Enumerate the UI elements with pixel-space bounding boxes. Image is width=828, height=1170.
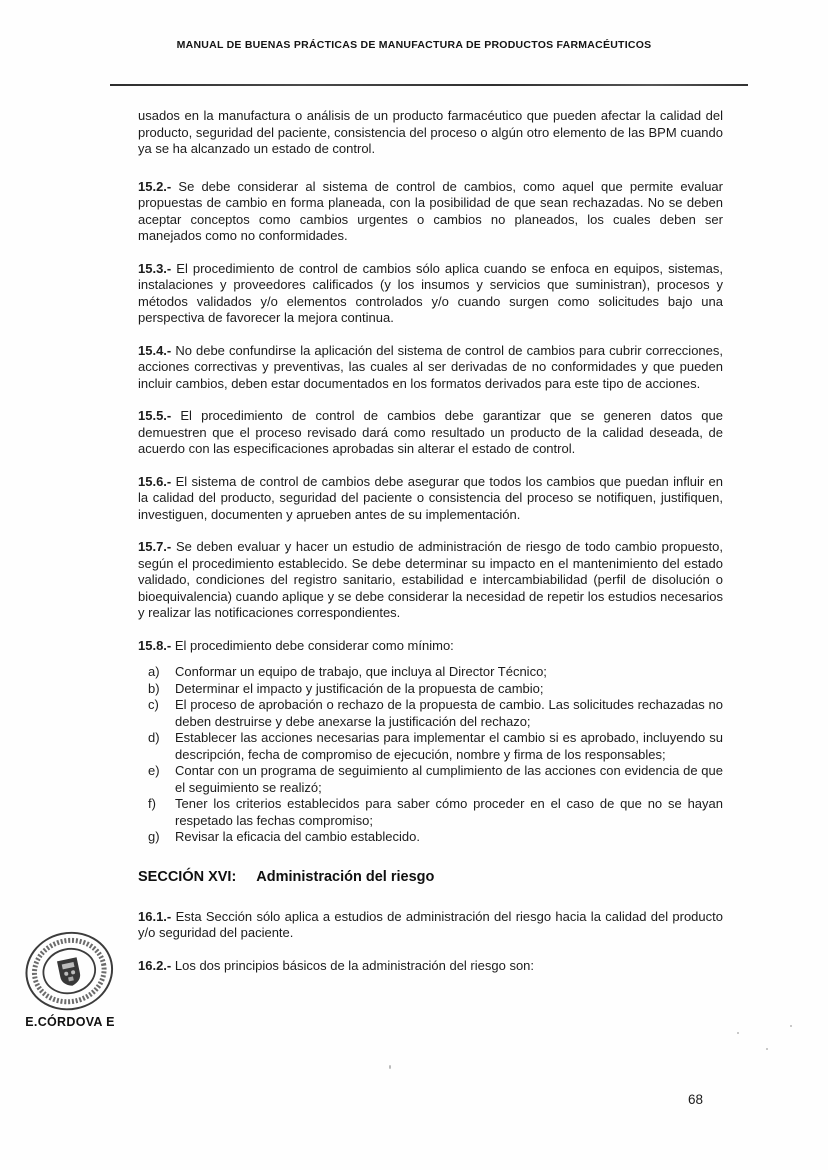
section-title: Administración del riesgo (256, 868, 435, 885)
paragraph-16-2 (138, 958, 723, 975)
paragraph-15-3 (138, 261, 723, 327)
paragraph-16-1 (138, 909, 723, 942)
list-letter: c) (148, 697, 159, 712)
list-item-text: Establecer las acciones necesarias para implementar el cambio si es aprobado, incluyendo su descripción, fecha de compromiso de ejecución, nombre y firma de los responsables; (175, 730, 723, 762)
list-item-text: Conformar un equipo de trabajo, que incluya al Director Técnico; (175, 664, 547, 679)
clause-number: 15.5.- (138, 408, 172, 423)
list-item-a (138, 664, 723, 681)
body-text (138, 108, 723, 990)
paragraph-15-8 (138, 638, 723, 655)
scan-artifact (790, 1025, 792, 1027)
list-item-text: Determinar el impacto y justificación de la propuesta de cambio; (175, 680, 544, 696)
paragraph-15-6 (138, 474, 723, 524)
scan-artifact (766, 1048, 768, 1050)
paragraph-15-4 (138, 343, 723, 393)
requirements-list (138, 664, 723, 846)
clause-number: 15.6.- (138, 473, 172, 489)
clause-text: El procedimiento de control de cambios debe garantizar que se generen datos que demuestren que el proceso revisado dará como resultado un producto de la calidad deseada, de acuerdo con las especificaciones aprobadas sin alterar el estado de control. (138, 408, 723, 456)
section-number: SECCIÓN XVI: (138, 868, 237, 885)
clause-text: Se debe considerar al sistema de control de cambios, como aquel que permite evaluar propuestas de cambio en forma planeada, con la posibilidad de que sean rechazadas. No se deben aceptar conceptos como cambios urgentes o cambios no planeados, los cuales deben ser manejados como no conformidades. (138, 178, 723, 243)
clause-text: No debe confundirse la aplicación del sistema de control de cambios para cubrir correcciones, acciones correctivas y preventivas, las cuales al ser derivadas de no conformidades y que pueden incluir cambios, deben estar documentados en los formatos derivados para este tipo de acciones. (138, 342, 723, 391)
header-rule (110, 84, 748, 86)
clause-number: 16.1.- (138, 908, 172, 924)
paragraph-15-7 (138, 539, 723, 622)
paragraph-continuation: usados en la manufactura o análisis de un producto farmacéutico que pueden afectar la calidad del producto, seguridad del paciente, consistencia del proceso o algún otro elemento de las BPM cuando ya se ha alcanzado un estado de control. (138, 108, 723, 156)
clause-number: 15.2.- (138, 178, 172, 194)
list-item-text: Tener los criterios establecidos para saber cómo proceder en el caso de que no se hayan respetado las fechas compromiso; (175, 796, 723, 828)
circular-seal-icon (12, 921, 128, 1029)
signature-name: E.CÓRDOVA E (25, 1015, 115, 1029)
paragraph-15-2 (138, 179, 723, 245)
list-letter: g) (148, 829, 160, 844)
clause-number: 15.4.- (138, 342, 172, 358)
clause-number: 15.8.- (138, 637, 172, 653)
scan-artifact (737, 1032, 739, 1034)
clause-number: 16.2.- (138, 957, 172, 973)
clause-text: El procedimiento debe considerar como mínimo: (174, 637, 454, 653)
clause-text: Los dos principios básicos de la administración del riesgo son: (174, 957, 535, 973)
list-item-text: Revisar la eficacia del cambio establecido. (175, 829, 420, 844)
list-item-b (138, 681, 723, 698)
list-item-g (138, 829, 723, 846)
scan-artifact (389, 1065, 391, 1069)
list-letter: d) (148, 730, 160, 745)
list-letter: a) (148, 664, 160, 679)
list-letter: e) (148, 763, 160, 778)
list-item-c (138, 697, 723, 730)
clause-number: 15.3.- (138, 260, 172, 276)
clause-number: 15.7.- (138, 539, 172, 554)
paragraph-15-5 (138, 408, 723, 458)
list-item-text: El proceso de aprobación o rechazo de la propuesta de cambio. Las solicitudes rechazadas no deben destruirse y debe anexarse la justificación del rechazo; (175, 697, 723, 729)
list-item-f (138, 796, 723, 829)
list-letter: b) (148, 680, 160, 696)
official-stamp (14, 930, 126, 1029)
list-item-d (138, 730, 723, 763)
list-item-text: Contar con un programa de seguimiento al cumplimiento de las acciones con evidencia de que el seguimiento se realizó; (175, 763, 723, 795)
page-number: 68 (688, 1092, 704, 1107)
clause-text: El procedimiento de control de cambios sólo aplica cuando se enfoca en equipos, sistemas, instalaciones y proveedores calificados (y los insumos y servicios que suministran), procesos y métodos validados y/o elementos controlados y/o cuando surgen como solicitudes bajo una perspectiva de favorecer la mejora continua. (138, 260, 723, 325)
list-letter: f) (148, 796, 156, 811)
clause-text: Esta Sección sólo aplica a estudios de administración del riesgo hacia la calidad del producto y/o seguridad del paciente. (138, 908, 723, 940)
clause-text: Se deben evaluar y hacer un estudio de administración de riesgo de todo cambio propuesto, según el procedimiento establecido. Se debe determinar su impacto en el mantenimiento del estado validado, condiciones del registro sanitario, estabilidad e intercambiabilidad (perfil de disolución o bioequivalencia) cuando aplique y se debe considerar la necesidad de repetir los estudios necesarios y realizar las notificaciones correspondientes. (138, 539, 723, 620)
section-heading (138, 868, 723, 886)
clause-text: El sistema de control de cambios debe asegurar que todos los cambios que puedan influir en la calidad del producto, seguridad del paciente o consistencia del proceso se notifiquen, justifiquen, investiguen, documenten y aprueben antes de su implementación. (138, 473, 723, 522)
list-item-e (138, 763, 723, 796)
page-header: MANUAL DE BUENAS PRÁCTICAS DE MANUFACTURA DE PRODUCTOS FARMACÉUTICOS (176, 39, 652, 51)
